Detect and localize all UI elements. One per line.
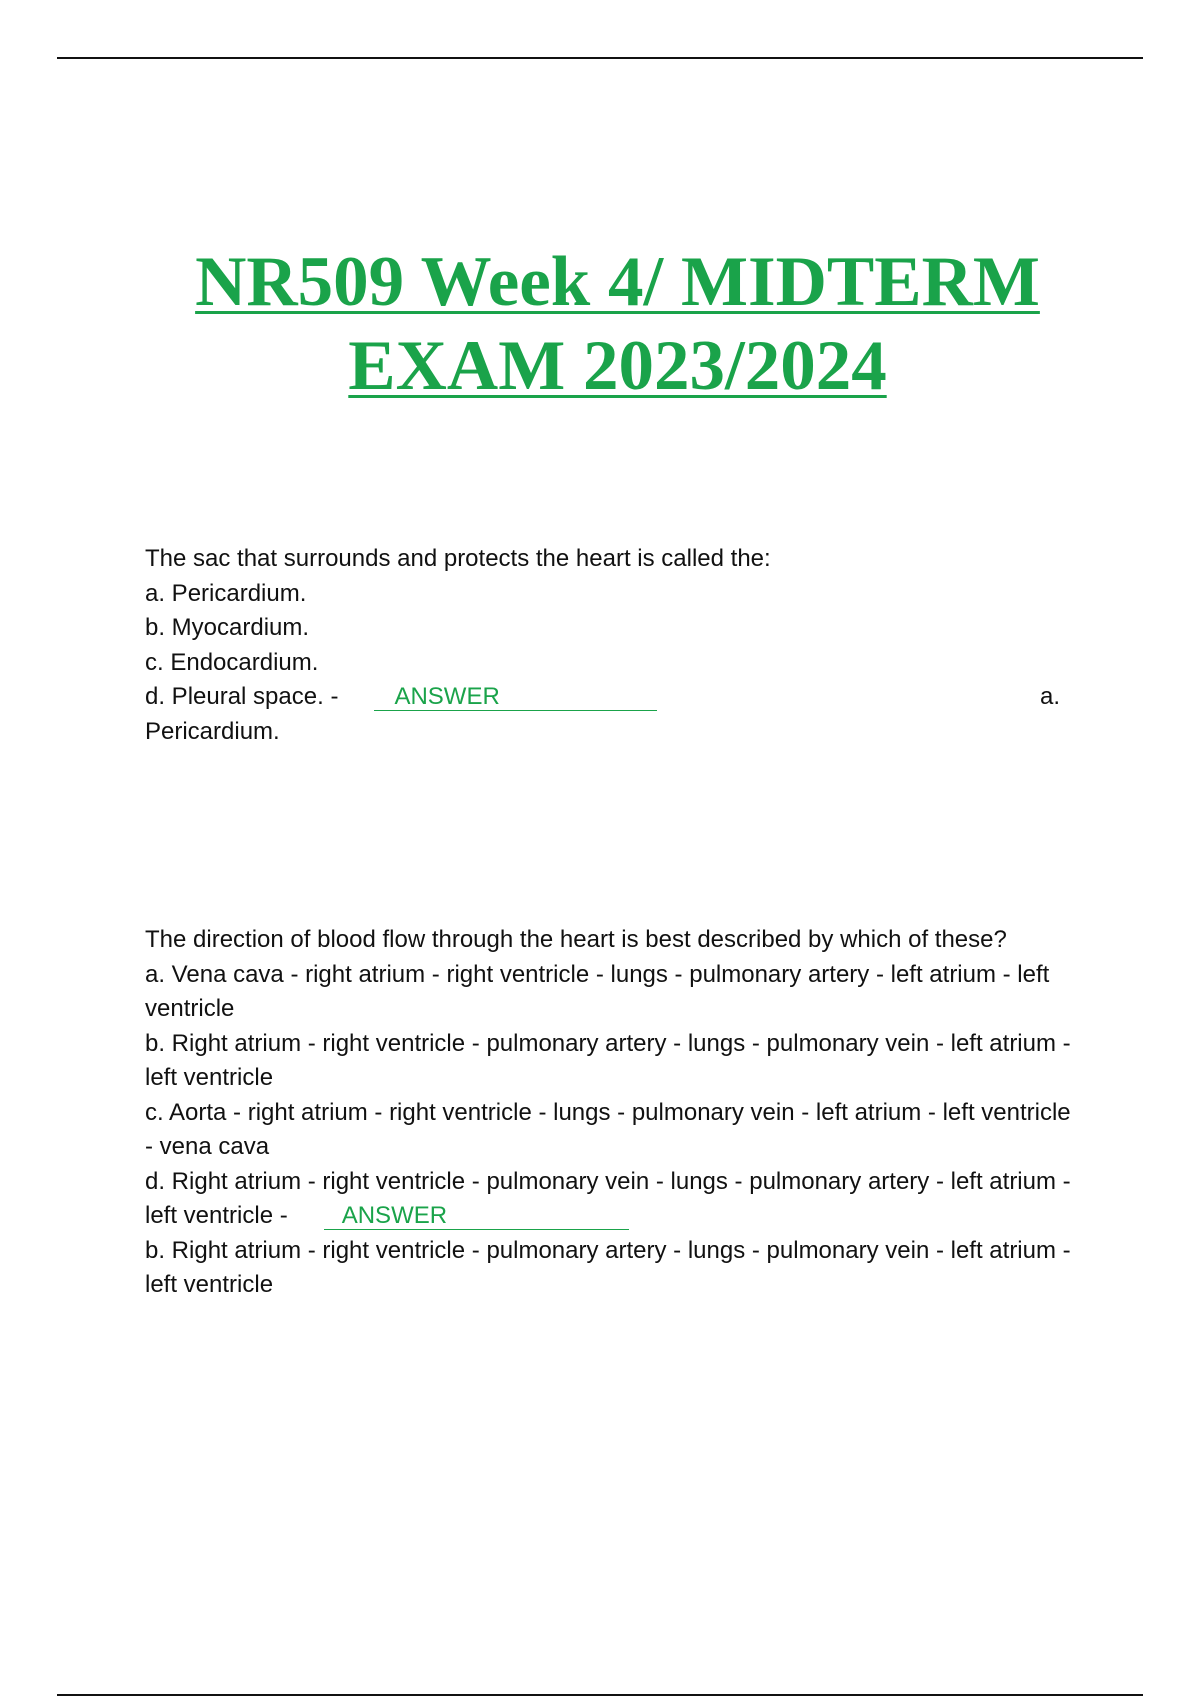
title-line-1: NR509 Week 4/ MIDTERM (195, 243, 1040, 321)
answer-letter: a. (1039, 683, 1060, 710)
bottom-rule (57, 1694, 1143, 1696)
title-line-2: EXAM 2023/2024 (348, 327, 887, 405)
question-2 (145, 923, 1085, 1303)
document-title (0, 240, 1200, 408)
answer-label: ANSWER (324, 1203, 629, 1230)
answer-text: Pericardium. (145, 717, 280, 745)
top-rule (57, 57, 1143, 59)
option-d: d. Pleural space. - (145, 683, 339, 710)
option-d: d. Right atrium - right ventricle - pulmonary vein - lungs - pulmonary artery - left atrium - left ventricle - (145, 1167, 1071, 1229)
question-prompt: The sac that surrounds and protects the heart is called the: (145, 545, 771, 572)
option-a: a. Vena cava - right atrium - right ventricle - lungs - pulmonary artery - left atrium - left ventricle (145, 960, 1050, 1022)
answer-label: ANSWER (374, 684, 657, 711)
option-d-line (145, 1165, 1085, 1234)
answer-text: b. Right atrium - right ventricle - pulmonary artery - lungs - pulmonary vein - left atrium - left ventricle (145, 1236, 1071, 1298)
question-1 (145, 542, 1085, 749)
option-b: b. Myocardium. (145, 614, 310, 641)
option-d-line (145, 680, 657, 715)
answer-row (145, 680, 1085, 715)
option-c: c. Endocardium. (145, 648, 319, 676)
option-c: c. Aorta - right atrium - right ventricle - lungs - pulmonary vein - left atrium - left ventricle - vena cava (145, 1098, 1071, 1160)
option-a: a. Pericardium. (145, 579, 307, 607)
option-b: b. Right atrium - right ventricle - pulmonary artery - lungs - pulmonary vein - left atrium - left ventricle (145, 1029, 1071, 1091)
question-prompt: The direction of blood flow through the heart is best described by which of these? (145, 926, 1007, 953)
